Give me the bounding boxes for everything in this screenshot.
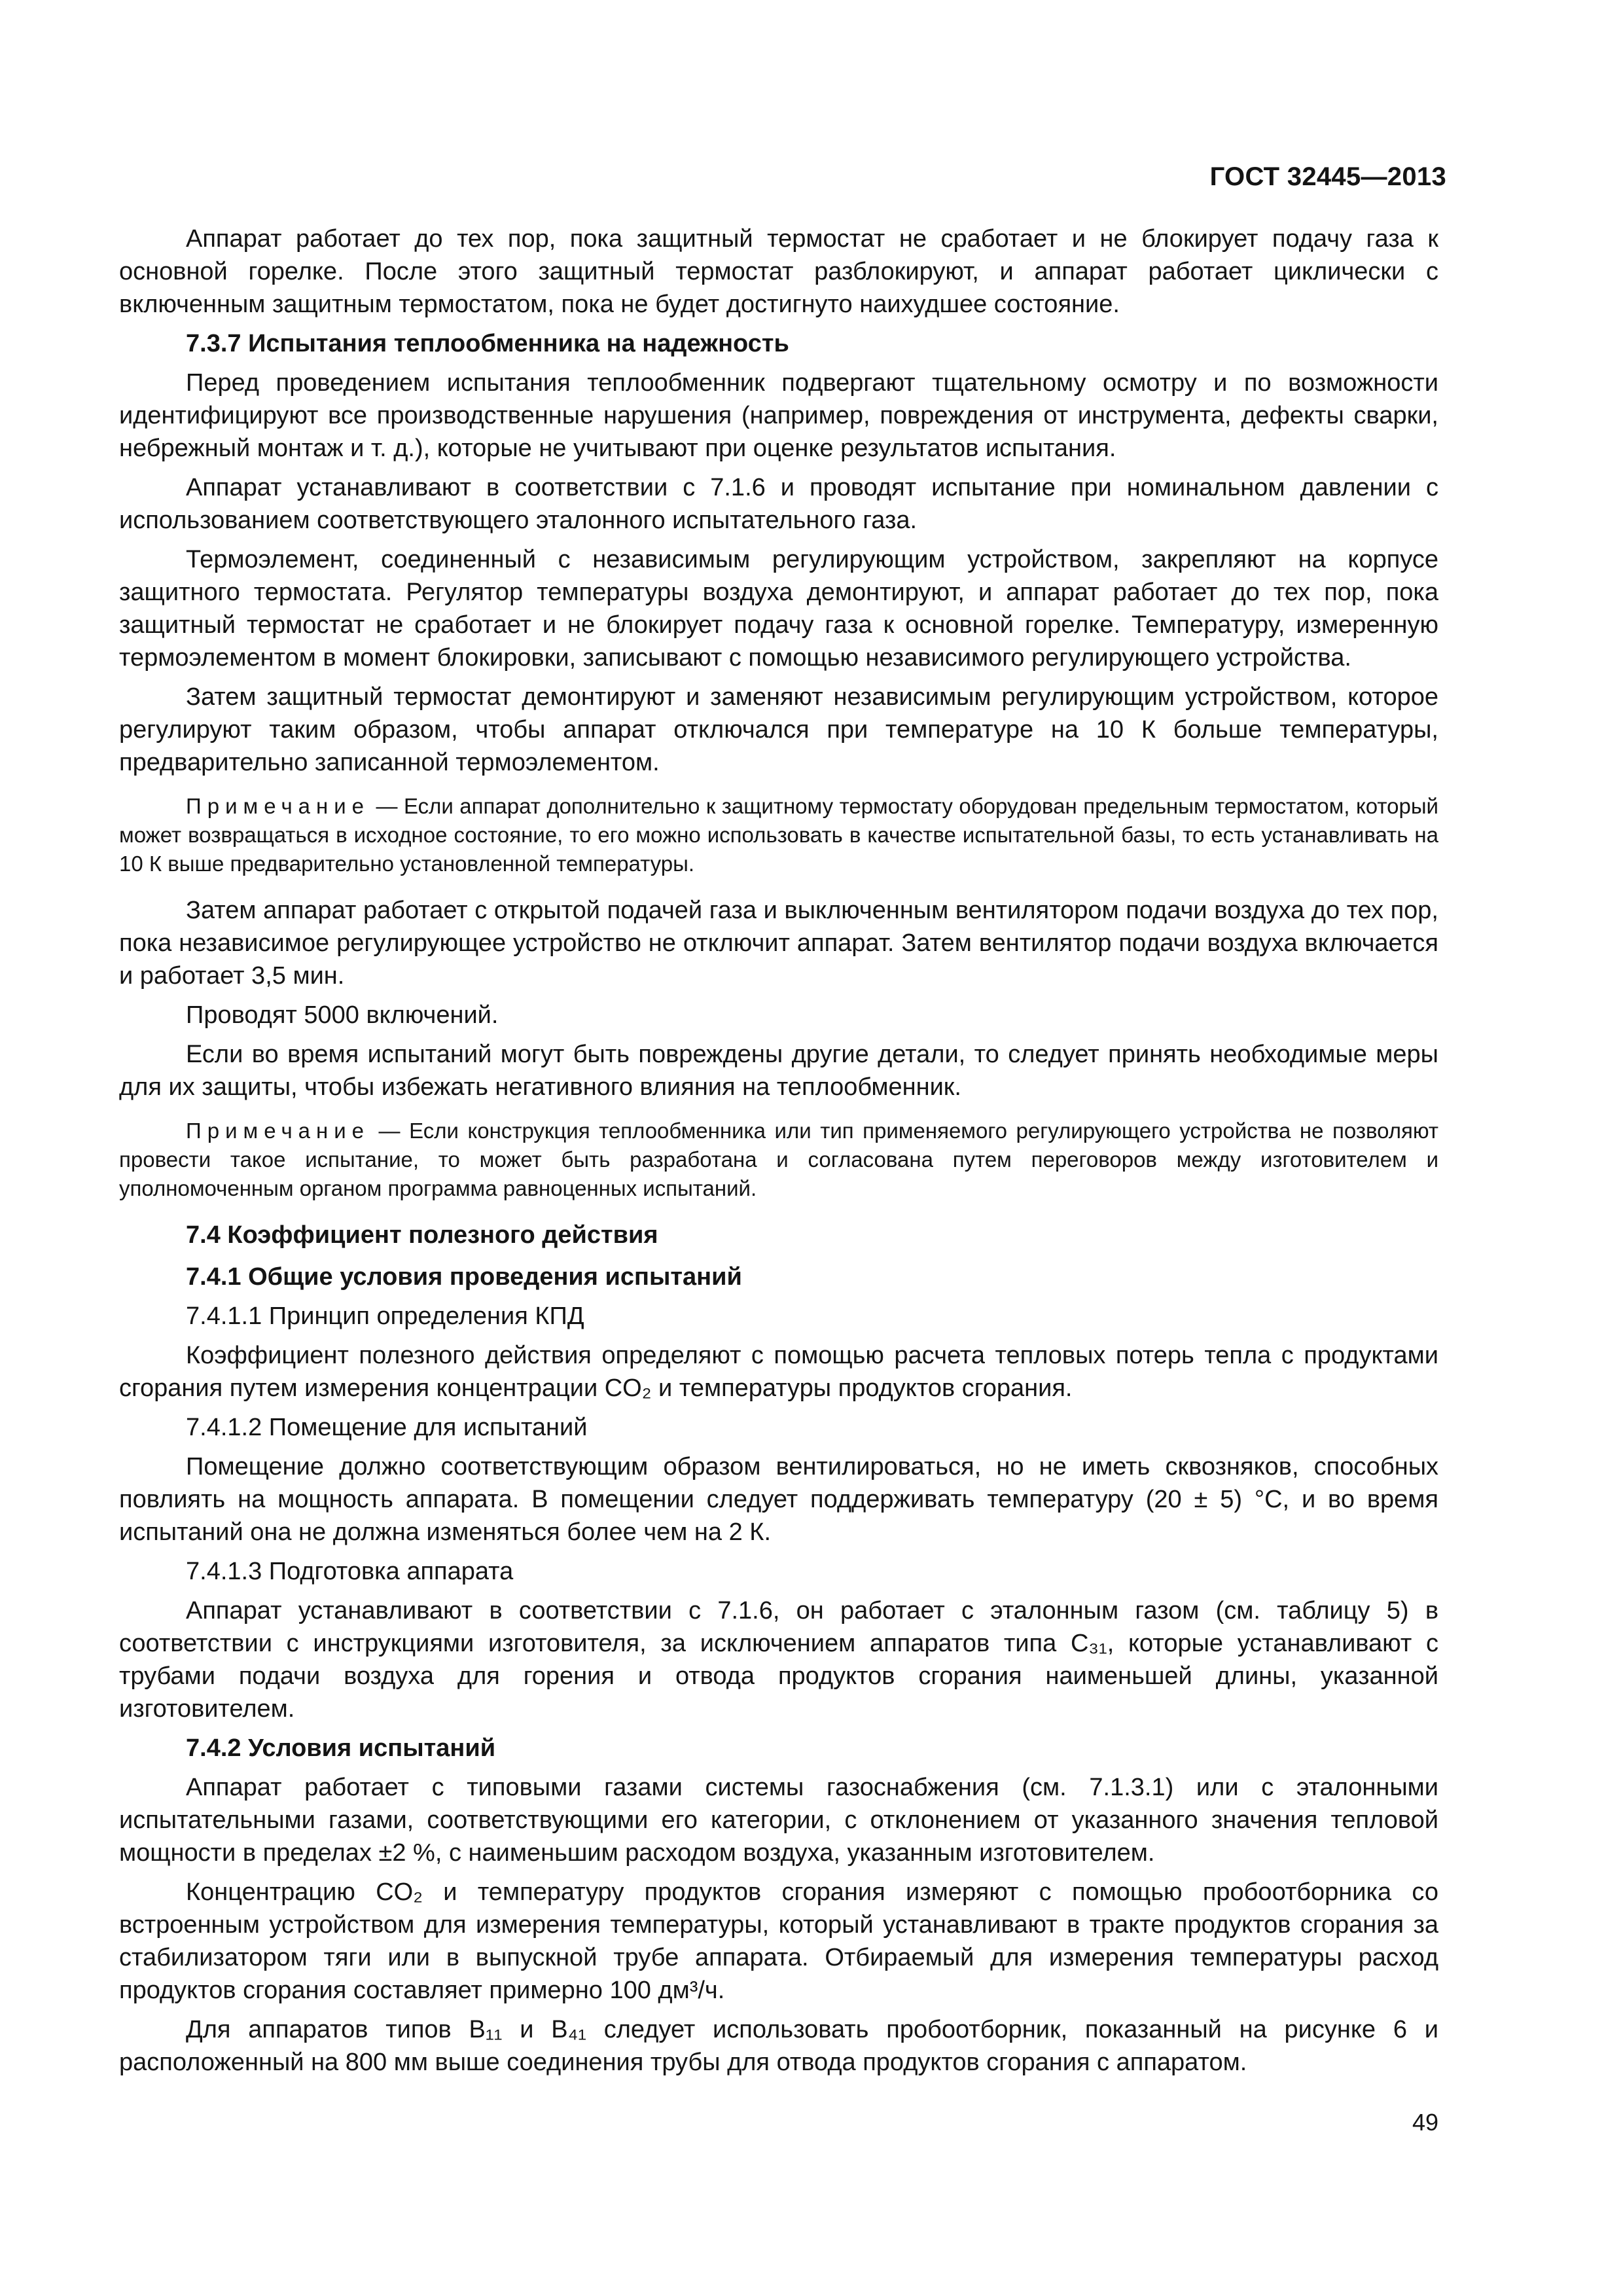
section-heading: 7.4.1 Общие условия проведения испытаний bbox=[186, 1263, 742, 1291]
paragraph: Термоэлемент, соединенный с независимым регулирующим устройством, закрепляют на корпусе защитного термостата. Регулятор температуры воздуха демонтируют, и аппарат работает до тех пор, пока защитный термостат не сработает и не блокирует подачу газа к основной горелке. Температуру, измеренную термоэлементом в момент блокировки, записывают с помощью независимого регулирующего устройства. bbox=[119, 546, 1438, 672]
paragraph: Для аппаратов типов B₁₁ и B₄₁ следует использовать пробоотборник, показанный на рисунке 6 и расположенный на 800 мм выше соединения трубы для отвода продуктов сгорания с аппаратом. bbox=[119, 2016, 1438, 2076]
paragraph: 7.4.1.3 Подготовка аппарата bbox=[186, 1558, 514, 1585]
paragraph: Коэффициент полезного действия определяют с помощью расчета тепловых потерь тепла с продуктами сгорания путем измерения концентрации CO₂ и температуры продуктов сгорания. bbox=[119, 1342, 1438, 1402]
paragraph: Проводят 5000 включений. bbox=[186, 1001, 499, 1029]
note-label: Примечание bbox=[186, 1119, 370, 1143]
paragraph: Аппарат устанавливают в соответствии с 7.1.6 и проводят испытание при номинальном давлении с использованием соответствующего эталонного испытательного газа. bbox=[119, 474, 1438, 534]
section-heading: 7.4 Коэффициент полезного действия bbox=[186, 1221, 658, 1249]
paragraph: Помещение должно соответствующим образом вентилироваться, но не иметь сквозняков, способных повлиять на мощность аппарата. В помещении следует поддерживать температуру (20 ± 5) °С, и во время испытаний она не должна изменяться более чем на 2 К. bbox=[119, 1453, 1438, 1546]
note bbox=[119, 1117, 1438, 1203]
paragraph: Перед проведением испытания теплообменник подвергают тщательному осмотру и по возможности идентифицируют все производственные нарушения (например, повреждения от инструмента, дефекты сварки, небрежный монтаж и т. д.), которые не учитывают при оценке результатов испытания. bbox=[119, 369, 1438, 462]
note-label: Примечание bbox=[186, 794, 370, 818]
paragraph: Аппарат устанавливают в соответствии с 7.1.6, он работает с эталонным газом (см. таблицу 5) в соответствии с инструкциями изготовителя, за исключением аппаратов типа C₃₁, которые устанавливают с трубами подачи воздуха для горения и отвода продуктов сгорания наименьшей длины, указанной изготовителем. bbox=[119, 1597, 1438, 1723]
section-heading: 7.4.2 Условия испытаний bbox=[186, 1734, 496, 1762]
paragraph: Если во время испытаний могут быть повреждены другие детали, то следует принять необходимые меры для их защиты, чтобы избежать негативного влияния на теплообменник. bbox=[119, 1041, 1438, 1101]
note-text: — Если конструкция теплообменника или тип применяемого регулирующего устройства не позволяют провести такое испытание, то может быть разработана и согласована путем переговоров между изготовителем и уполномоченным органом программа равноценных испытаний. bbox=[119, 1119, 1438, 1200]
paragraph: Аппарат работает с типовыми газами системы газоснабжения (см. 7.1.3.1) или с эталонными испытательными газами, соответствующими его категории, с отклонением от указанного значения тепловой мощности в пределах ±2 %, с наименьшим расходом воздуха, указанным изготовителем. bbox=[119, 1774, 1438, 1867]
document-body bbox=[119, 223, 1438, 2085]
note bbox=[119, 792, 1438, 878]
paragraph: 7.4.1.2 Помещение для испытаний bbox=[186, 1414, 588, 1441]
document-number: ГОСТ 32445—2013 bbox=[1209, 162, 1446, 191]
paragraph: Аппарат работает до тех пор, пока защитный термостат не сработает и не блокирует подачу газа к основной горелке. После этого защитный термостат разблокируют, и аппарат работает циклически с включенным защитным термостатом, пока не будет достигнуто наихудшее состояние. bbox=[119, 225, 1438, 318]
paragraph: Концентрацию CO₂ и температуру продуктов сгорания измеряют с помощью пробоотборника со встроенным устройством для измерения температуры, который устанавливают в тракте продуктов сгорания за стабилизатором тяги или в выпускной трубе аппарата. Отбираемый для измерения температуры расход продуктов сгорания составляет примерно 100 дм³/ч. bbox=[119, 1878, 1438, 2004]
section-heading: 7.3.7 Испытания теплообменника на надежность bbox=[186, 330, 789, 357]
page-number: 49 bbox=[1412, 2109, 1438, 2136]
paragraph: Затем аппарат работает с открытой подачей газа и выключенным вентилятором подачи воздуха до тех пор, пока независимое регулирующее устройство не отключит аппарат. Затем вентилятор подачи воздуха включается и работает 3,5 мин. bbox=[119, 897, 1438, 990]
note-text: — Если аппарат дополнительно к защитному термостату оборудован предельным термостатом, который может возвращаться в исходное состояние, то его можно использовать в качестве испытательной базы, то есть устанавливать на 10 К выше предварительно установленной температуры. bbox=[119, 794, 1438, 876]
paragraph: Затем защитный термостат демонтируют и заменяют независимым регулирующим устройством, которое регулируют таким образом, чтобы аппарат отключался при температуре на 10 К больше температуры, предварительно записанной термоэлементом. bbox=[119, 683, 1438, 776]
paragraph: 7.4.1.1 Принцип определения КПД bbox=[186, 1302, 584, 1330]
